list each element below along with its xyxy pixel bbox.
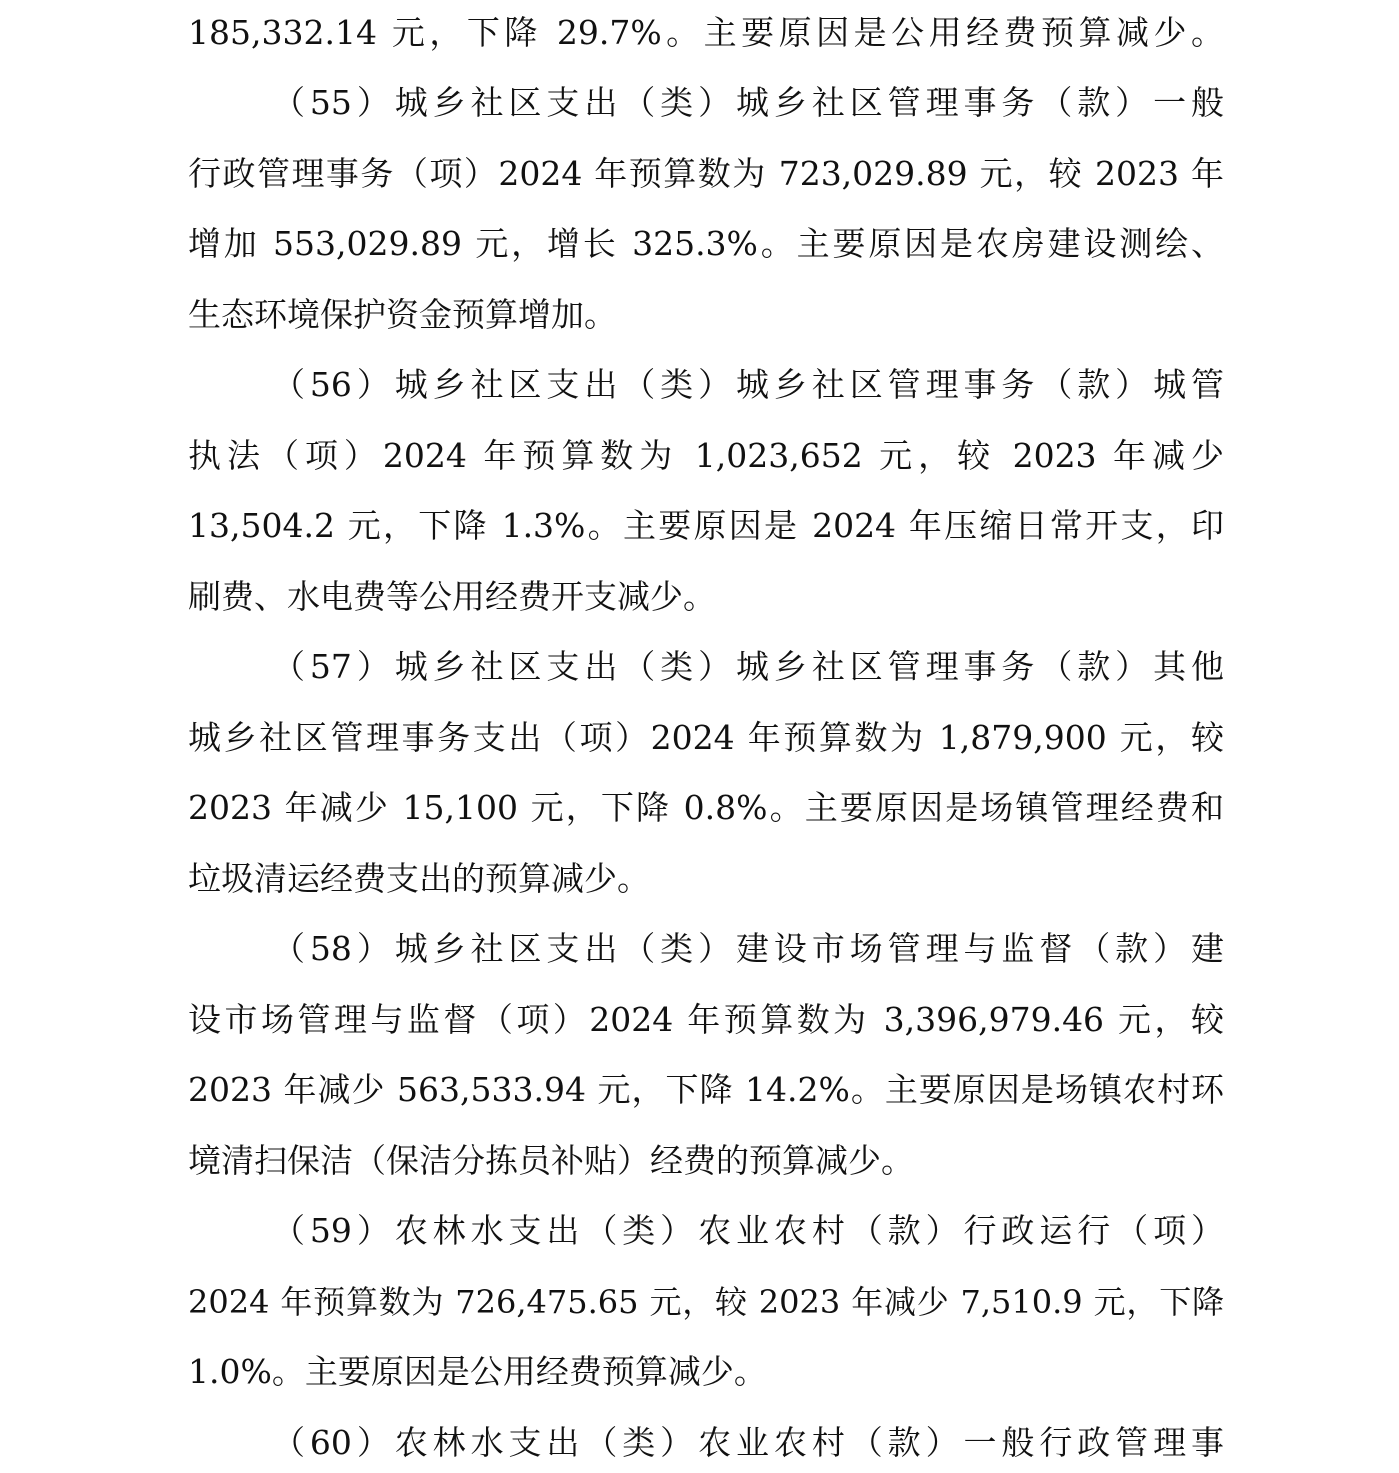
text-line: 设市场管理与监督（项）2024 年预算数为 3,396,979.46 元，较: [188, 1000, 1224, 1039]
text-line: 生态环境保护资金预算增加。: [188, 295, 617, 334]
text-line: 垃圾清运经费支出的预算减少。: [188, 859, 650, 898]
text-line: 2024 年预算数为 726,475.65 元，较 2023 年减少 7,510.9 元，下降: [188, 1283, 1224, 1321]
section-60-heading-line: （60）农林水支出（类）农业农村（款）一般行政管理事: [272, 1423, 1224, 1462]
text-line: 境清扫保洁（保洁分拣员补贴）经费的预算减少。: [188, 1141, 914, 1180]
text-line: 1.0%。主要原因是公用经费预算减少。: [188, 1352, 767, 1391]
text-line: 执法（项）2024 年预算数为 1,023,652 元，较 2023 年减少: [188, 436, 1224, 475]
text-line: 2023 年减少 563,533.94 元，下降 14.2%。主要原因是场镇农村环: [188, 1070, 1224, 1109]
section-56-heading-line: （56）城乡社区支出（类）城乡社区管理事务（款）城管: [272, 365, 1224, 404]
section-57-heading-line: （57）城乡社区支出（类）城乡社区管理事务（款）其他: [272, 647, 1224, 686]
text-line: 增加 553,029.89 元，增长 325.3%。主要原因是农房建设测绘、: [188, 224, 1224, 263]
text-line: 13,504.2 元，下降 1.3%。主要原因是 2024 年压缩日常开支，印: [188, 506, 1224, 545]
text-line: 185,332.14 元，下降 29.7%。主要原因是公用经费预算减少。: [188, 13, 1224, 52]
section-59-heading-line: （59）农林水支出（类）农业农村（款）行政运行（项）: [272, 1211, 1224, 1250]
section-58-heading-line: （58）城乡社区支出（类）建设市场管理与监督（款）建: [272, 929, 1224, 968]
section-55-heading-line: （55）城乡社区支出（类）城乡社区管理事务（款）一般: [272, 83, 1224, 122]
text-line: 2023 年减少 15,100 元，下降 0.8%。主要原因是场镇管理经费和: [188, 788, 1224, 827]
text-line: 刷费、水电费等公用经费开支减少。: [188, 577, 716, 616]
text-line: 城乡社区管理事务支出（项）2024 年预算数为 1,879,900 元，较: [188, 718, 1224, 757]
text-line: 行政管理事务（项）2024 年预算数为 723,029.89 元，较 2023 年: [188, 154, 1224, 193]
